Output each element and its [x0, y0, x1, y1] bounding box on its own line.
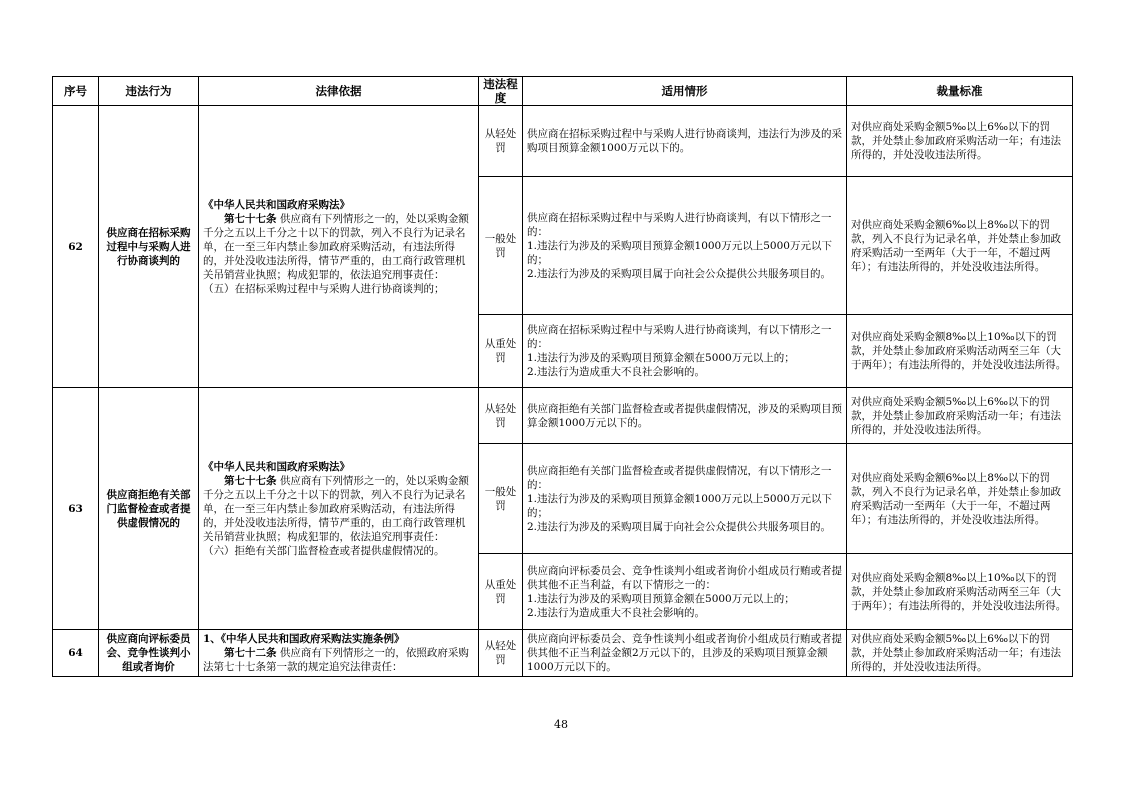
- header-act: 违法行为: [99, 77, 199, 106]
- legal-basis: [199, 106, 479, 388]
- situation-line: 1.违法行为涉及的采购项目预算金额在5000万元以上的；: [527, 592, 795, 605]
- standard: 对供应商处采购金额5‰以上6‰以下的罚款，并处禁止参加政府采购活动一年；有违法所得的，并处没收违法所得。: [847, 630, 1073, 677]
- standard: 对供应商处采购金额6‰以上8‰以下的罚款，列入不良行为记录名单，并处禁止参加政府采购活动一至两年（大于一年，不超过两年）；有违法所得的，并处没收违法所得。: [847, 177, 1073, 315]
- situation: [523, 388, 847, 444]
- law-article: [203, 474, 474, 544]
- standard: 对供应商处采购金额5‰以上6‰以下的罚款，并处禁止参加政府采购活动一年；有违法所得的，并处没收违法所得。: [847, 388, 1073, 444]
- legal-basis: [199, 630, 479, 677]
- table-row: [53, 106, 1073, 177]
- row-number: 64: [53, 630, 99, 677]
- situation-line: 1.违法行为涉及的采购项目预算金额1000万元以上5000万元以下的；: [527, 492, 832, 519]
- violation-act: 供应商向评标委员会、竞争性谈判小组或者询价: [99, 630, 199, 677]
- level-light: 从轻处罚: [479, 106, 523, 177]
- situation-line: 2.违法行为造成重大不良社会影响的。: [527, 606, 706, 619]
- header-no: 序号: [53, 77, 99, 106]
- situation: [523, 106, 847, 177]
- law-title: 1、《中华人民共和国政府采购法实施条例》: [203, 633, 405, 645]
- header-law: 法律依据: [199, 77, 479, 106]
- situation-line: 2.违法行为造成重大不良社会影响的。: [527, 366, 706, 378]
- law-article: [203, 646, 474, 674]
- article-text: 供应商有下列情形之一的，依照政府采购法第七十七条第一款的规定追究法律责任：: [203, 647, 469, 673]
- table-row: [53, 388, 1073, 444]
- table-row: [53, 630, 1073, 677]
- article-number: 第七十七条: [224, 212, 277, 225]
- law-title: 《中华人民共和国政府采购法》: [203, 460, 350, 473]
- row-number: 63: [53, 388, 99, 630]
- law-title: 《中华人民共和国政府采购法》: [203, 198, 350, 211]
- situation-line: 供应商在招标采购过程中与采购人进行协商谈判，有以下情形之一的：: [527, 324, 832, 350]
- violation-act: 供应商在招标采购过程中与采购人进行协商谈判的: [99, 106, 199, 388]
- situation: [523, 444, 847, 554]
- situation-line: 1.违法行为涉及的采购项目预算金额1000万元以上5000万元以下的；: [527, 239, 832, 266]
- situation-line: 供应商向评标委员会、竞争性谈判小组或者询价小组成员行贿或者提供其他不正当利益，有以下情形之一的：: [527, 564, 842, 591]
- situation: [523, 630, 847, 677]
- situation-line: 供应商在招标采购过程中与采购人进行协商谈判，有以下情形之一的：: [527, 211, 832, 238]
- law-article: [203, 212, 474, 282]
- situation-line: 供应商拒绝有关部门监督检查或者提供虚假情况，涉及的采购项目预算金额1000万元以下的。: [527, 402, 842, 429]
- penalty-table: [52, 76, 1073, 677]
- row-number: 62: [53, 106, 99, 388]
- header-standard: 裁量标准: [847, 77, 1073, 106]
- level-heavy: 从重处罚: [479, 554, 523, 630]
- level-normal: 一般处罚: [479, 444, 523, 554]
- situation-line: 供应商向评标委员会、竞争性谈判小组或者询价小组成员行贿或者提供其他不正当利益金额2万元以下的，且涉及的采购项目预算金额1000万元以下的。: [527, 633, 842, 673]
- situation-line: 供应商拒绝有关部门监督检查或者提供虚假情况，有以下情形之一的：: [527, 464, 832, 491]
- page-number: 48: [554, 718, 568, 731]
- law-item: （五）在招标采购过程中与采购人进行协商谈判的；: [203, 282, 445, 295]
- article-number: 第七十二条: [224, 647, 277, 659]
- article-text: 供应商有下列情形之一的，处以采购金额千分之五以上千分之十以下的罚款，列入不良行为记录名单，在一至三年内禁止参加政府采购活动，有违法所得的，并处没收违法所得，情节严重的，由工商行政管理机关吊销营业执照；构成犯罪的，依法追究刑事责任：: [203, 474, 469, 543]
- article-number: 第七十七条: [224, 474, 277, 487]
- situation-line: 2.违法行为涉及的采购项目属于向社会公众提供公共服务项目的。: [527, 520, 832, 533]
- situation-line: 供应商在招标采购过程中与采购人进行协商谈判，违法行为涉及的采购项目预算金额1000万元以下的。: [527, 128, 842, 154]
- legal-basis: [199, 388, 479, 630]
- header-situation: 适用情形: [523, 77, 847, 106]
- standard: 对供应商处采购金额6‰以上8‰以下的罚款，列入不良行为记录名单，并处禁止参加政府采购活动一至两年（大于一年，不超过两年）；有违法所得的，并处没收违法所得。: [847, 444, 1073, 554]
- level-light: 从轻处罚: [479, 630, 523, 677]
- level-heavy: 从重处罚: [479, 315, 523, 388]
- standard: 对供应商处采购金额5‰以上6‰以下的罚款，并处禁止参加政府采购活动一年；有违法所得的，并处没收违法所得。: [847, 106, 1073, 177]
- violation-act: 供应商拒绝有关部门监督检查或者提供虚假情况的: [99, 388, 199, 630]
- table-header-row: [53, 77, 1073, 106]
- law-item: （六）拒绝有关部门监督检查或者提供虚假情况的。: [203, 544, 445, 557]
- article-text: 供应商有下列情形之一的，处以采购金额千分之五以上千分之十以下的罚款，列入不良行为记录名单，在一至三年内禁止参加政府采购活动，有违法所得的，并处没收违法所得，情节严重的，由工商行政管理机关吊销营业执照；构成犯罪的，依法追究刑事责任：: [203, 212, 469, 281]
- situation-line: 2.违法行为涉及的采购项目属于向社会公众提供公共服务项目的。: [527, 267, 832, 280]
- level-normal: 一般处罚: [479, 177, 523, 315]
- header-level: 违法程度: [479, 77, 523, 106]
- level-light: 从轻处罚: [479, 388, 523, 444]
- situation: [523, 554, 847, 630]
- standard: 对供应商处采购金额8‰以上10‰以下的罚款，并处禁止参加政府采购活动两至三年（大于两年）；有违法所得的，并处没收违法所得。: [847, 554, 1073, 630]
- standard: 对供应商处采购金额8‰以上10‰以下的罚款，并处禁止参加政府采购活动两至三年（大于两年）；有违法所得的，并处没收违法所得。: [847, 315, 1073, 388]
- situation: [523, 177, 847, 315]
- situation: [523, 315, 847, 388]
- situation-line: 1.违法行为涉及的采购项目预算金额在5000万元以上的；: [527, 352, 795, 364]
